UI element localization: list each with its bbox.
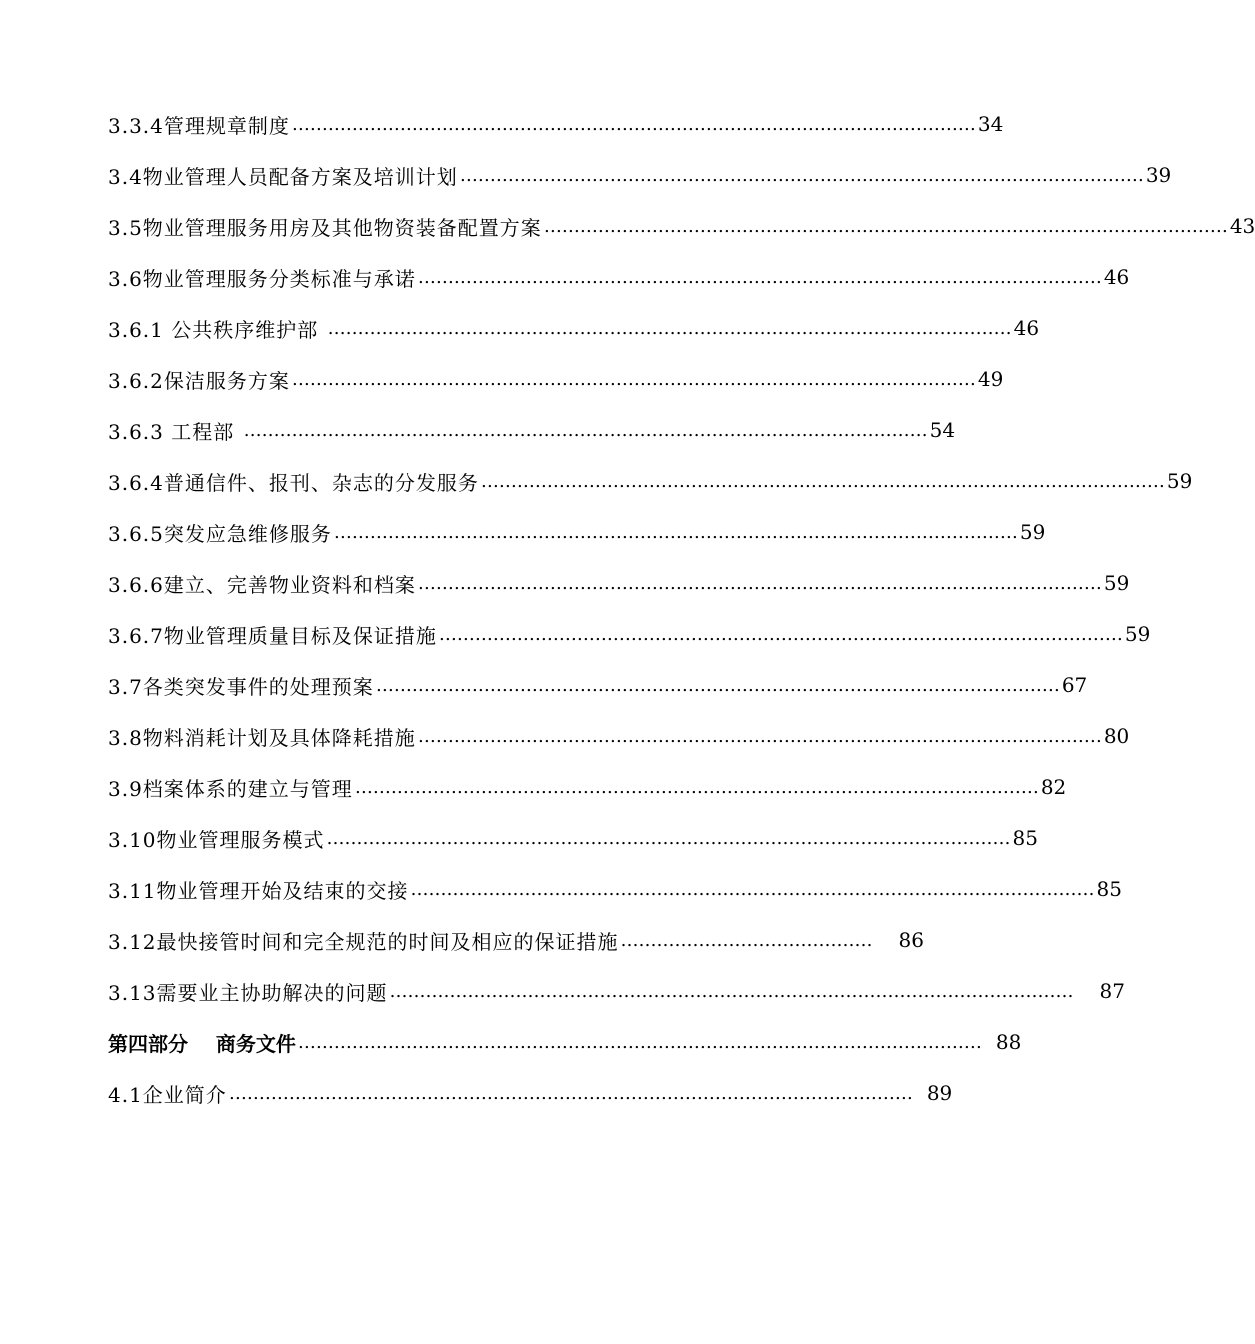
toc-entry-label: 3.9档案体系的建立与管理 — [108, 776, 353, 801]
toc-entry-page: 54 — [929, 418, 956, 442]
dot-leader: …………………………………………………………………………………………………… — [354, 776, 1039, 798]
dot-leader: …………………………………………………………………………………………………… — [543, 215, 1228, 237]
toc-entry-3-6-6[interactable] — [108, 566, 1130, 600]
toc-entry-3-3-4[interactable] — [108, 107, 1004, 141]
toc-entry-page: 85 — [1012, 826, 1038, 850]
toc-entry-3-6-2[interactable] — [108, 362, 1004, 396]
toc-entry-label: 3.6.1 公共秩序维护部 — [108, 317, 326, 342]
toc-entry-label: 3.3.4管理规章制度 — [108, 113, 290, 138]
toc-entry-page: 85 — [1096, 877, 1122, 901]
toc-entry-3-10[interactable] — [108, 821, 1038, 855]
toc-entry-label: 3.6.3 工程部 — [108, 419, 242, 444]
dot-leader: …………………………………………………………………………………………………… — [410, 878, 1095, 900]
toc-entry-page: 59 — [1103, 571, 1130, 595]
toc-entry-3-6-5[interactable] — [108, 515, 1046, 549]
toc-entry-3-13[interactable] — [108, 974, 1125, 1008]
toc-entry-label: 3.6.6建立、完善物业资料和档案 — [108, 572, 416, 597]
toc-entry-page: 34 — [977, 112, 1004, 136]
toc-entry-3-4[interactable] — [108, 158, 1172, 192]
toc-entry-label: 3.7各类突发事件的处理预案 — [108, 674, 374, 699]
toc-entry-3-11[interactable] — [108, 872, 1122, 906]
toc-entry-page: 67 — [1061, 673, 1088, 697]
dot-leader: …………………………………… — [620, 929, 873, 951]
toc-entry-3-8[interactable] — [108, 719, 1130, 753]
toc-entry-label: 3.6.2保洁服务方案 — [108, 368, 290, 393]
dot-leader: …………………………………………………………………………………………………… — [333, 521, 1018, 543]
dot-leader: …………………………………………………………………………………………………… — [417, 725, 1102, 747]
toc-entry-page: 87 — [1099, 979, 1125, 1003]
toc-entry-label: 3.5物业管理服务用房及其他物资装备配置方案 — [108, 215, 542, 240]
dot-leader: …………………………………………………………………………………………………… — [389, 980, 1074, 1002]
dot-leader: …………………………………………………………………………………………………… — [327, 317, 1012, 339]
toc-entry-page: 46 — [1103, 265, 1130, 289]
dot-leader: …………………………………………………………………………………………………… — [459, 164, 1144, 186]
toc-entry-page: 86 — [898, 928, 924, 952]
toc-entry-page: 43 — [1229, 214, 1255, 238]
dot-leader: …………………………………………………………………………………………………… — [291, 113, 976, 135]
toc-entry-label: 3.6物业管理服务分类标准与承诺 — [108, 266, 416, 291]
toc-entry-page: 59 — [1019, 520, 1046, 544]
dot-leader: …………………………………………………………………………………………………… — [297, 1031, 982, 1053]
toc-entry-part-4[interactable] — [108, 1025, 1022, 1059]
dot-leader: …………………………………………………………………………………………………… — [228, 1082, 913, 1104]
toc-entry-page: 80 — [1103, 724, 1130, 748]
toc-entry-3-6-3[interactable] — [108, 413, 956, 447]
dot-leader: …………………………………………………………………………………………………… — [375, 674, 1060, 696]
toc-entry-page: 59 — [1166, 469, 1193, 493]
toc-entry-3-6[interactable] — [108, 260, 1130, 294]
toc-entry-label: 3.11物业管理开始及结束的交接 — [108, 878, 409, 903]
toc-entry-label: 3.8物料消耗计划及具体降耗措施 — [108, 725, 416, 750]
toc-entry-4-1[interactable] — [108, 1076, 953, 1110]
toc-entry-label: 3.13需要业主协助解决的问题 — [108, 980, 388, 1005]
toc-entry-label: 4.1企业简介 — [108, 1082, 227, 1107]
toc-entry-3-12[interactable] — [108, 923, 924, 957]
toc-entry-3-9[interactable] — [108, 770, 1067, 804]
toc-entry-page: 59 — [1124, 622, 1151, 646]
toc-entry-label: 3.6.4普通信件、报刊、杂志的分发服务 — [108, 470, 479, 495]
toc-entry-3-6-7[interactable] — [108, 617, 1151, 651]
toc-entry-label: 3.6.5突发应急维修服务 — [108, 521, 332, 546]
toc-entry-3-5[interactable] — [108, 209, 1255, 243]
toc-entry-label: 3.4物业管理人员配备方案及培训计划 — [108, 164, 458, 189]
toc-entry-label: 3.10物业管理服务模式 — [108, 827, 325, 852]
toc-entry-page: 88 — [995, 1030, 1022, 1054]
toc-entry-3-6-4[interactable] — [108, 464, 1193, 498]
toc-entry-page: 39 — [1145, 163, 1172, 187]
toc-entry-page: 49 — [977, 367, 1004, 391]
dot-leader: …………………………………………………………………………………………………… — [291, 368, 976, 390]
dot-leader: …………………………………………………………………………………………………… — [417, 572, 1102, 594]
dot-leader: …………………………………………………………………………………………………… — [417, 266, 1102, 288]
toc-entry-3-6-1[interactable] — [108, 311, 1040, 345]
toc-entry-label: 3.12最快接管时间和完全规范的时间及相应的保证措施 — [108, 929, 619, 954]
toc-entry-3-7[interactable] — [108, 668, 1088, 702]
toc-entry-label: 3.6.7物业管理质量目标及保证措施 — [108, 623, 437, 648]
toc-entry-page: 46 — [1013, 316, 1040, 340]
dot-leader: …………………………………………………………………………………………………… — [243, 419, 928, 441]
dot-leader: …………………………………………………………………………………………………… — [326, 827, 1011, 849]
toc-entry-label: 第四部分 商务文件 — [108, 1031, 296, 1056]
toc-entry-page: 89 — [926, 1081, 953, 1105]
toc-entry-page: 82 — [1040, 775, 1067, 799]
dot-leader: …………………………………………………………………………………………………… — [438, 623, 1123, 645]
dot-leader: …………………………………………………………………………………………………… — [480, 470, 1165, 492]
